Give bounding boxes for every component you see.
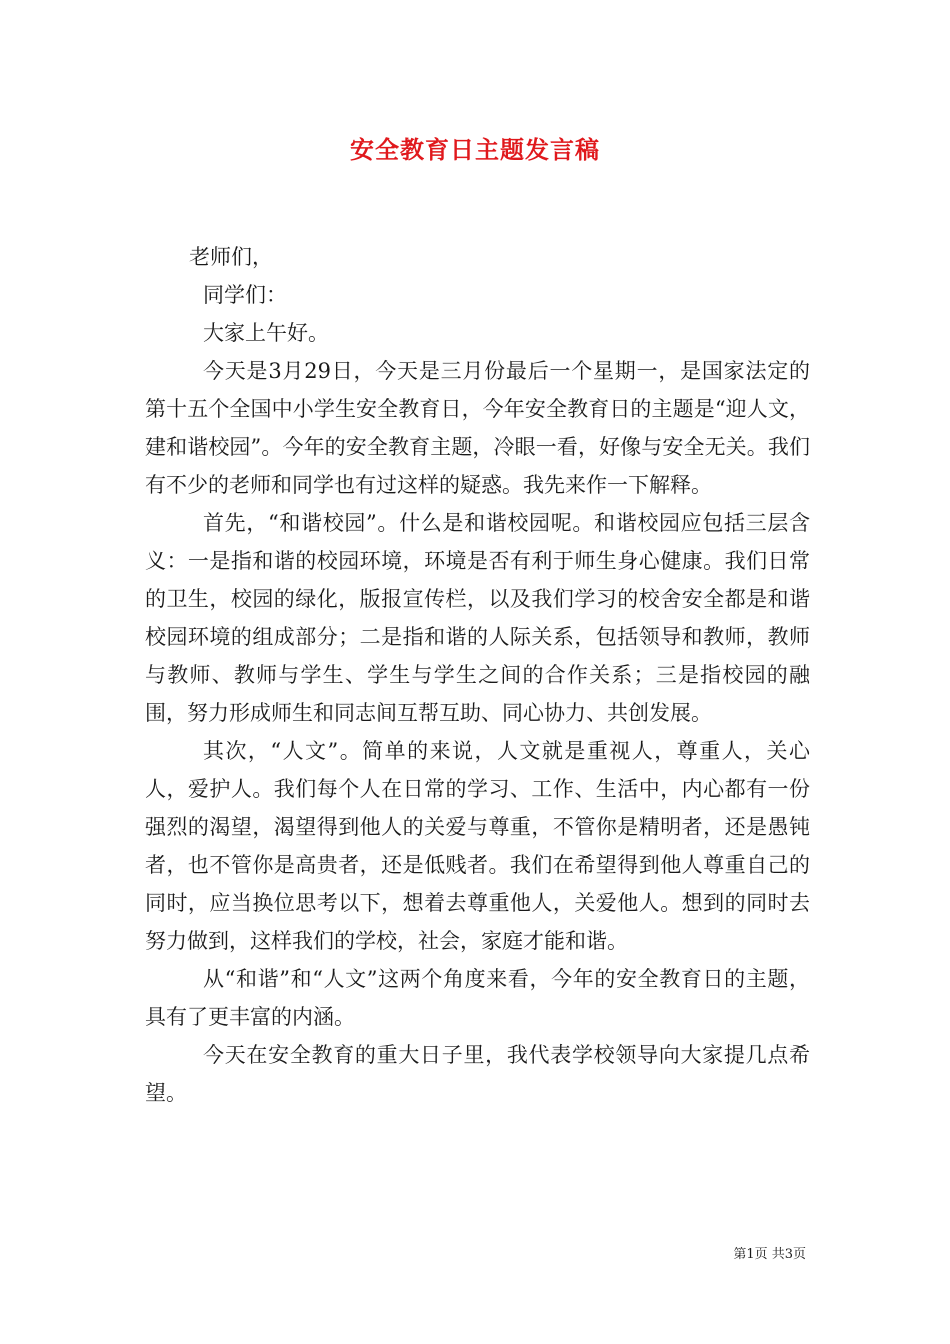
salutation-students: 同学们： [203,283,287,307]
paragraph-conclusion: 从“和谐”和“人文”这两个角度来看，今年的安全教育日的主题，具有了更丰富的内涵。 [145,967,810,1029]
paragraph-intro: 今天是3月29日，今天是三月份最后一个星期一，是国家法定的第十五个全国中小学生安全教育日，今年安全教育日的主题是“迎人文，建和谐校园”。今年的安全教育主题，冷眼一看，好像与安全无关。我们有不少的老师和同学也有过这样的疑惑。我先来作一下解释。 [145,359,810,497]
document-body [145,238,810,1112]
greeting: 大家上午好。 [203,321,329,345]
salutation-teachers: 老师们， [189,245,273,269]
paragraph-hopes: 今天在安全教育的重大日子里，我代表学校领导向大家提几点希望。 [145,1043,810,1105]
paragraph-harmonious-campus: 首先，“和谐校园”。什么是和谐校园呢。和谐校园应包括三层含义：一是指和谐的校园环境，环境是否有利于师生身心健康。我们日常的卫生，校园的绿化，版报宣传栏，以及我们学习的校舍安全都是和谐校园环境的组成部分；二是指和谐的人际关系，包括领导和教师，教师与教师、教师与学生、学生与学生之间的合作关系；三是指校园的融围，努力形成师生和同志间互帮互助、同心协力、共创发展。 [145,511,810,725]
page-number: 第1页 共3页 [733,1247,806,1262]
paragraph-humanity: 其次，“人文”。简单的来说，人文就是重视人，尊重人，关心人，爱护人。我们每个人在日常的学习、工作、生活中，内心都有一份强烈的渴望，渴望得到他人的关爱与尊重，不管你是精明者，还是愚钝者，也不管你是高贵者，还是低贱者。我们在希望得到他人尊重自己的同时，应当换位思考以下，想着去尊重他人，关爱他人。想到的同时去努力做到，这样我们的学校，社会，家庭才能和谐。 [145,739,810,953]
document-title: 安全教育日主题发言稿 [350,135,600,164]
